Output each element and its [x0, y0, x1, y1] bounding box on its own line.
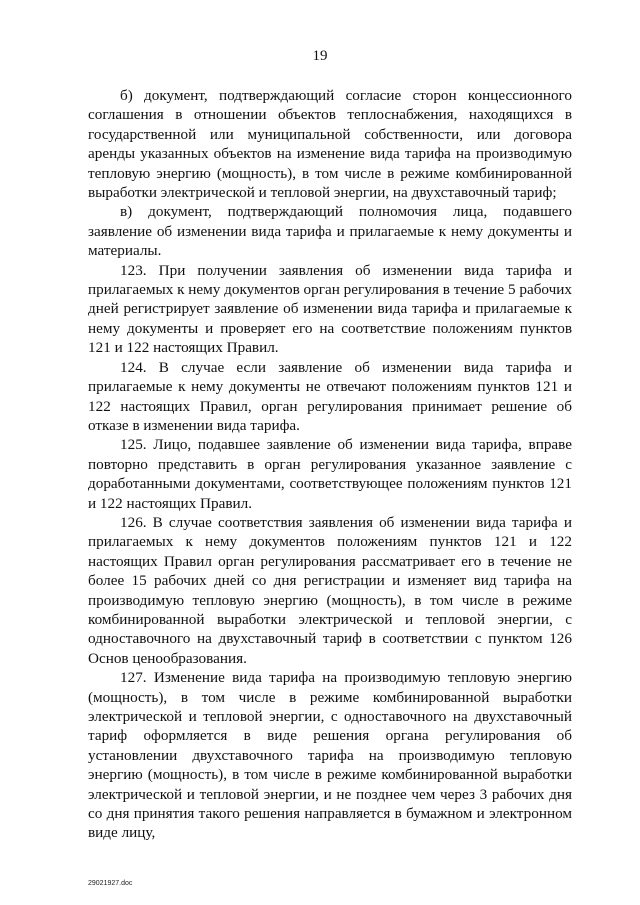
paragraph-item-v: в) документ, подтверждающий полномочия лица, подавшего заявление об изменении вида тарифа и прилагаемые к нему документы и материалы.: [88, 203, 572, 260]
document-body: [88, 86, 572, 843]
paragraph-124: 124. В случае если заявление об изменении вида тарифа и прилагаемые к нему документы не отвечают положениям пунктов 121 и 122 настоящих Правил, орган регулирования принимает решение об отказе в изменении вида тарифа.: [88, 358, 572, 434]
paragraph-item-b: б) документ, подтверждающий согласие сторон концессионного соглашения в отношении объектов теплоснабжения, находящихся в государственной или муниципальной собственности, или договора аренды указанных объектов на изменение вида тарифа на производимую тепловую энергию (мощность), в том числе в режиме комбинированной выработки электрической и тепловой энергии, на двухставочный тариф;: [88, 87, 572, 202]
paragraph-125: 125. Лицо, подавшее заявление об изменении вида тарифа, вправе повторно представить в орган регулирования указанное заявление с доработанными документами, соответствующее положениям пунктов 121 и 122 настоящих Правил.: [88, 436, 572, 512]
paragraph-123: 123. При получении заявления об изменении вида тарифа и прилагаемых к нему документов орган регулирования в течение 5 рабочих дней регистрирует заявление об изменении вида тарифа и прилагаемые к нему документы и проверяет его на соответствие положениям пунктов 121 и 122 настоящих Правил.: [88, 261, 572, 357]
page-number: 19: [312, 48, 328, 64]
paragraph-126: 126. В случае соответствия заявления об изменении вида тарифа и прилагаемых к нему документов положениям пунктов 121 и 122 настоящих Правил орган регулирования рассматривает его в течение не более 15 рабочих дней со дня регистрации и изменяет вид тарифа на производимую тепловую энергию (мощность), в том числе в режиме комбинированной выработки электрической и тепловой энергии, с одноставочного на двухставочный тариф в соответствии с пунктом 126 Основ ценообразования.: [88, 513, 572, 667]
paragraph-127: 127. Изменение вида тарифа на производимую тепловую энергию (мощность), в том числе в режиме комбинированной выработки электрической и тепловой энергии, с одноставочного на двухставочный тариф оформляется в виде решения органа регулирования об установлении двухставочного тарифа на производимую тепловую энергию (мощность), в том числе в режиме комбинированной выработки электрической и тепловой энергии, и не позднее чем через 3 рабочих дня со дня принятия такого решения направляется в бумажном и электронном виде лицу,: [88, 669, 572, 842]
footer-document-code: 29021927.doc: [88, 880, 133, 887]
